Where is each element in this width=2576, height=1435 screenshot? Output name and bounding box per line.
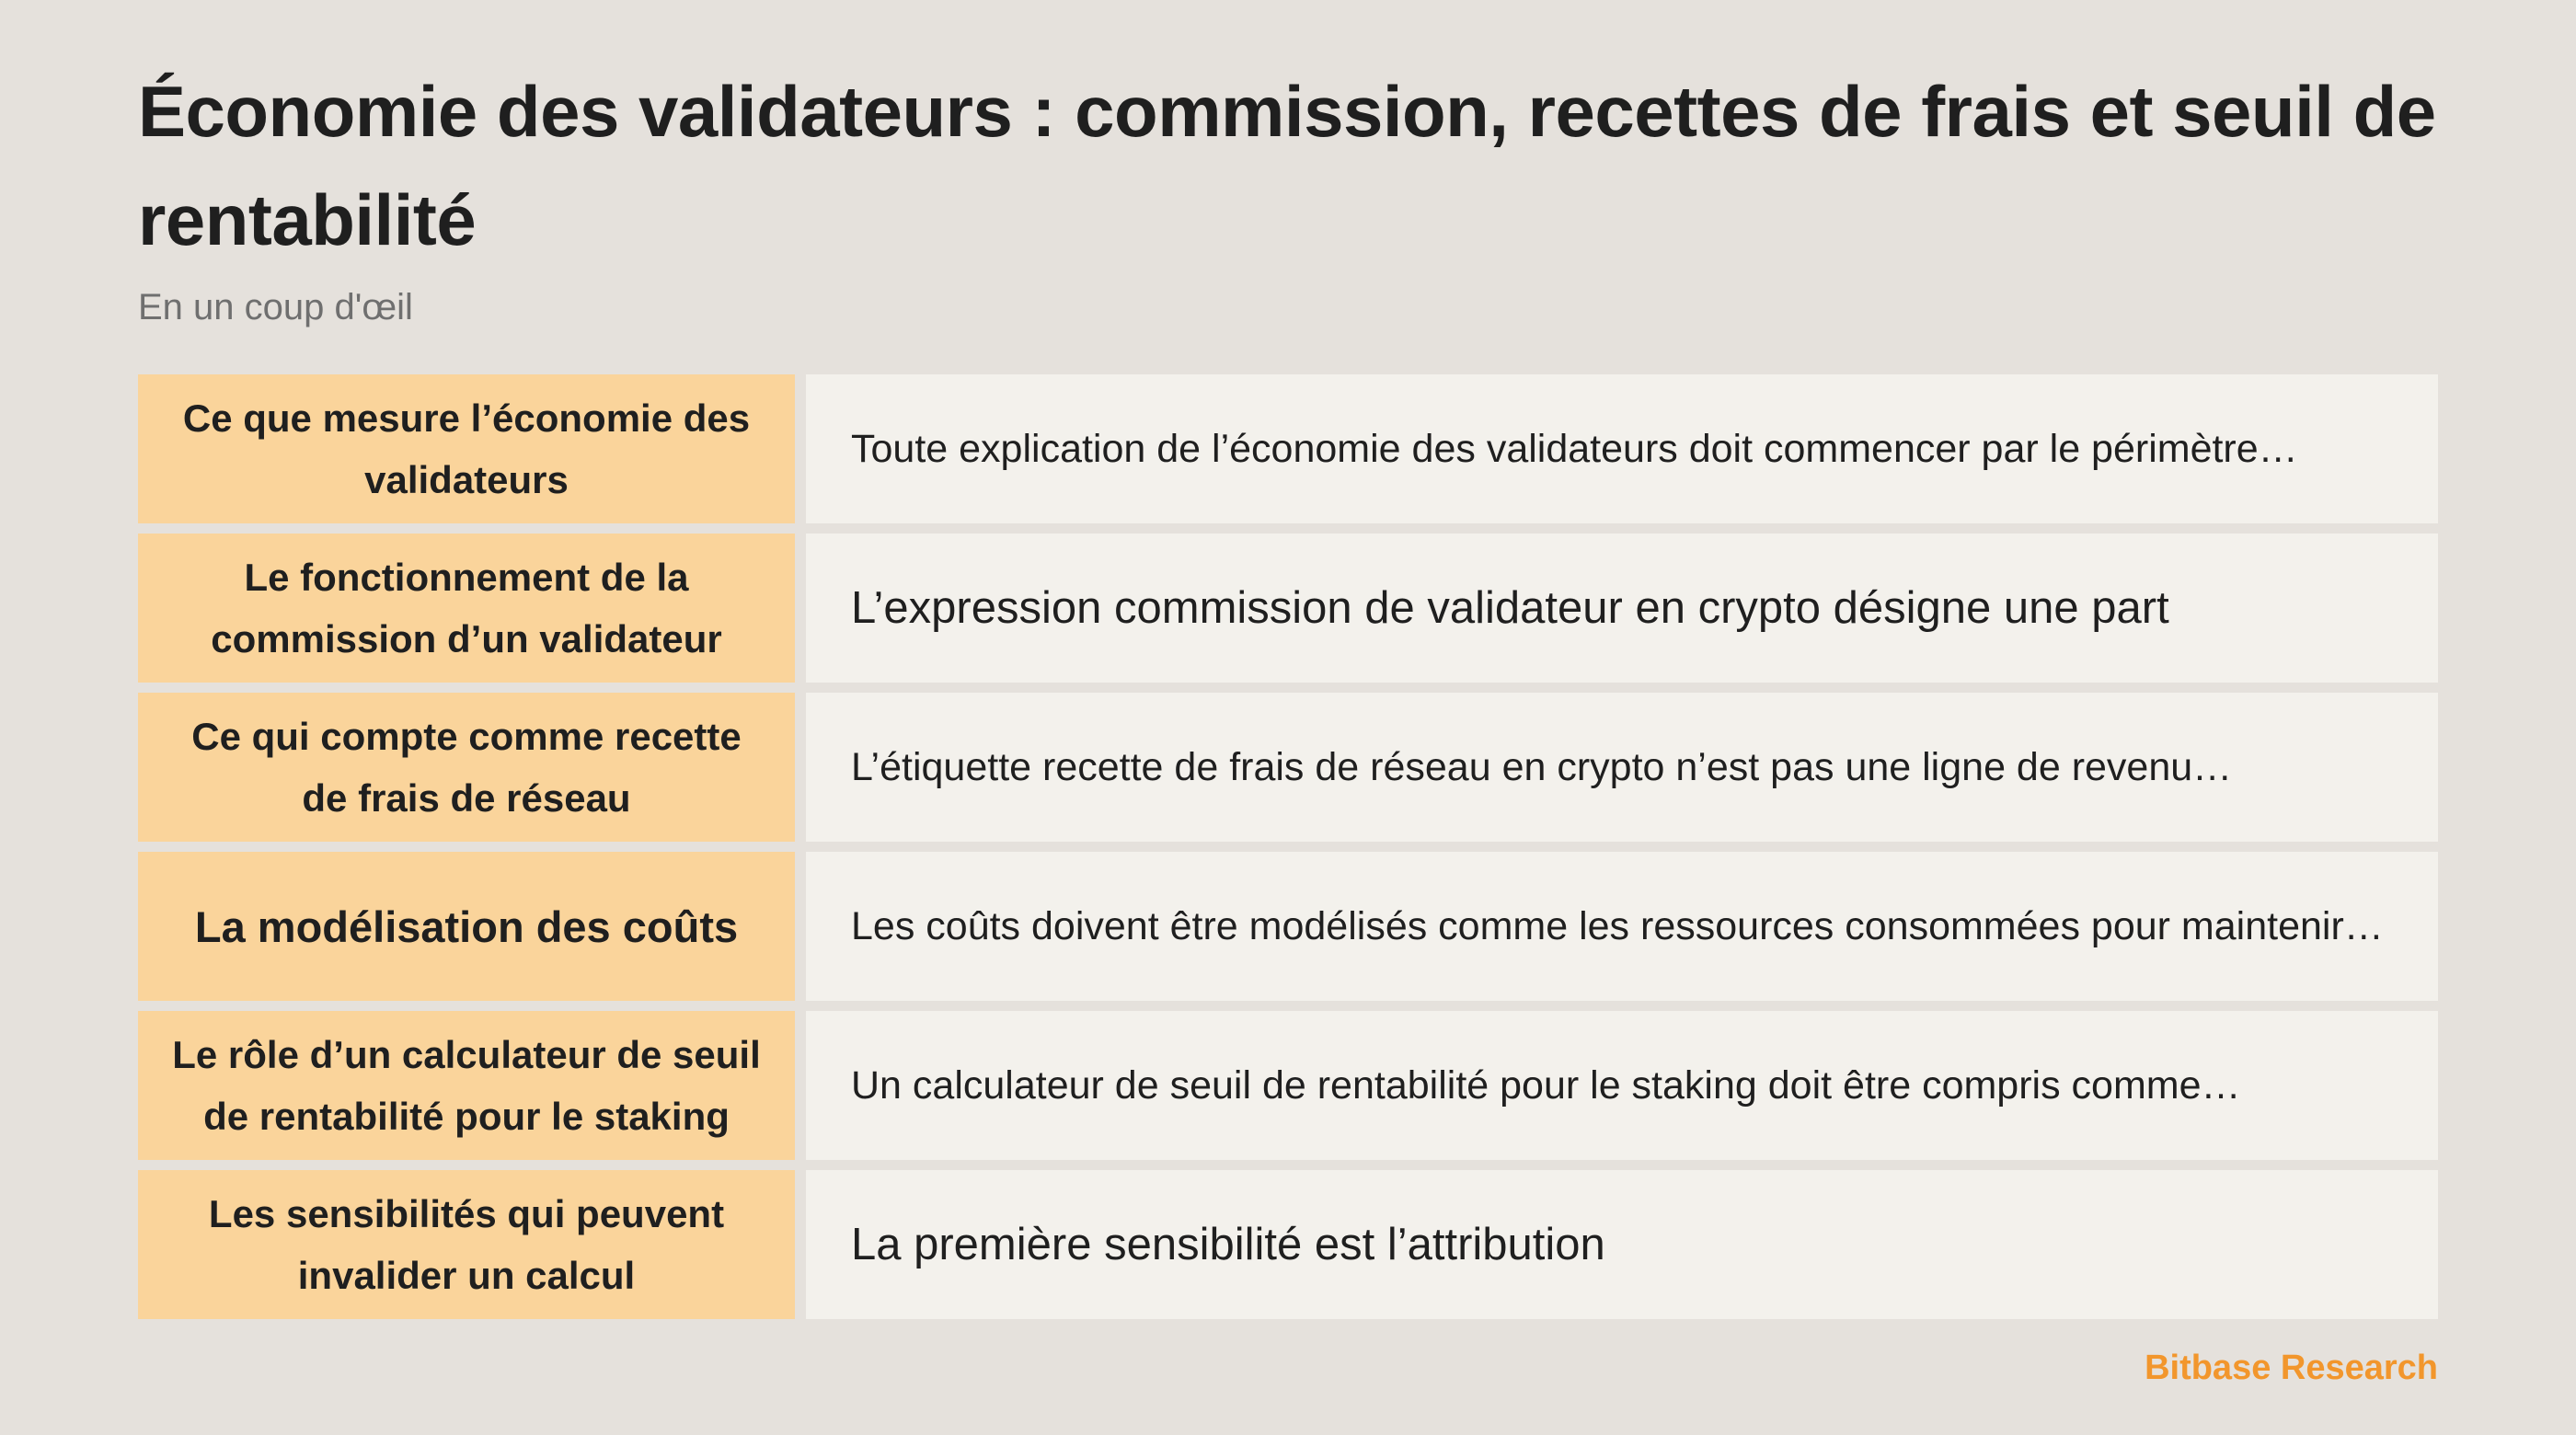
row-text: L’étiquette recette de frais de réseau en crypto n’est pas une ligne de revenu… <box>806 693 2438 842</box>
row-label: Le fonctionnement de la commission d’un validateur <box>138 534 795 683</box>
brand-footer: Bitbase Research <box>2145 1349 2438 1387</box>
row-label: Les sensibilités qui peuvent invalider un calcul <box>138 1170 795 1319</box>
table-row <box>138 534 2438 683</box>
row-text: L’expression commission de validateur en crypto désigne une part <box>806 534 2438 683</box>
page-title: Économie des validateurs : commission, recettes de frais et seuil de rentabilité <box>138 71 2436 260</box>
row-text: Les coûts doivent être modélisés comme les ressources consommées pour maintenir… <box>806 852 2438 1001</box>
row-label: Ce qui compte comme recette de frais de réseau <box>138 693 795 842</box>
summary-table <box>138 374 2438 1329</box>
page-subtitle: En un coup d'œil <box>138 287 413 327</box>
table-row <box>138 374 2438 523</box>
row-text: Toute explication de l’économie des validateurs doit commencer par le périmètre… <box>806 374 2438 523</box>
table-row <box>138 693 2438 842</box>
row-label: Le rôle d’un calculateur de seuil de rentabilité pour le staking <box>138 1011 795 1160</box>
table-row <box>138 852 2438 1001</box>
table-row <box>138 1170 2438 1319</box>
table-row <box>138 1011 2438 1160</box>
row-text: Un calculateur de seuil de rentabilité pour le staking doit être compris comme… <box>806 1011 2438 1160</box>
row-label: Ce que mesure l’économie des validateurs <box>138 374 795 523</box>
row-text: La première sensibilité est l’attribution <box>806 1170 2438 1319</box>
row-label: La modélisation des coûts <box>138 852 795 1001</box>
